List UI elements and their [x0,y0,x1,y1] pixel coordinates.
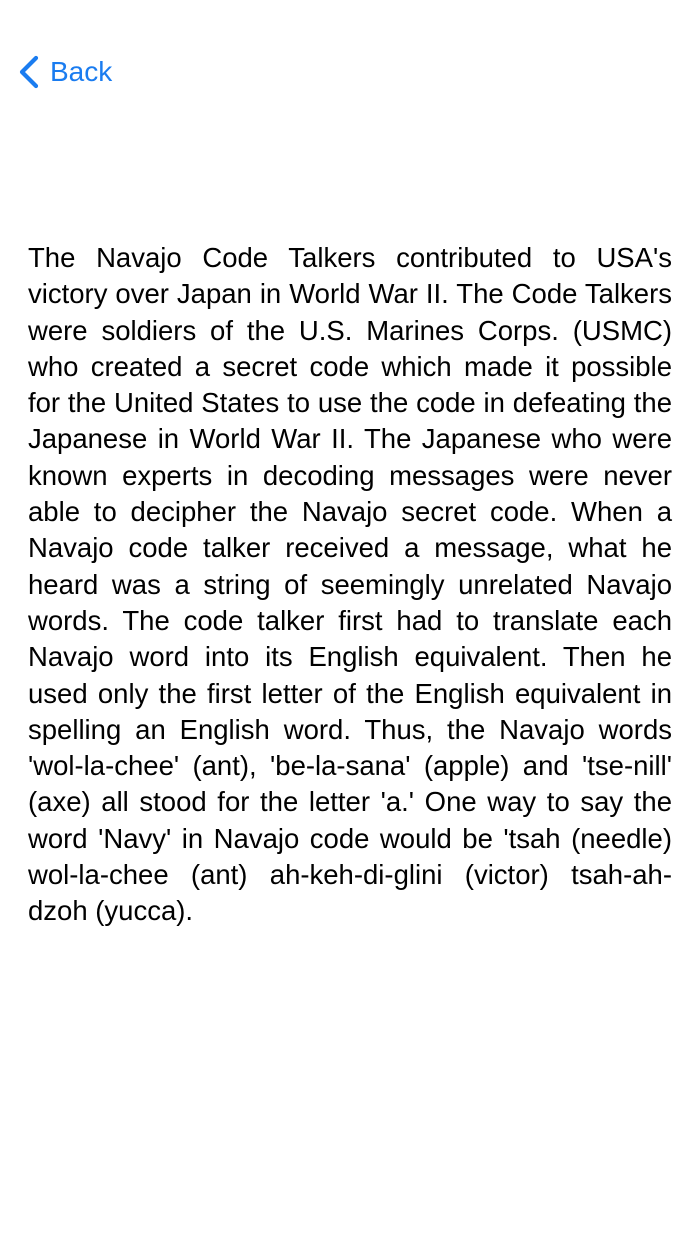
back-button[interactable] [18,52,112,92]
chevron-left-icon [18,55,40,89]
back-button-label: Back [50,56,113,87]
article-body: The Navajo Code Talkers contributed to USA's victory over Japan in World War II. The Code Talkers were soldiers of the U.S. Marines Corps. (USMC) who created a secret code which made it possible for the United States to use the code in defeating the Japanese in World War II. The Japanese who were known experts in decoding messages were never able to decipher the Navajo secret code. When a Navajo code talker received a message, what he heard was a string of seemingly unrelated Navajo words. The code talker first had to translate each Navajo word into its English equivalent. Then he used only the first letter of the English equivalent in spelling an English word. Thus, the Navajo words 'wol-la-chee' (ant), 'be-la-sana' (apple) and 'tse-nill' (axe) all stood for the letter 'a.' One way to say the word 'Navy' in Navajo code would be 'tsah (needle) wol-la-chee (ant) ah-keh-di-glini (victor) tsah-ah-dzoh (yucca). [28,242,672,927]
navigation-bar [0,40,700,104]
